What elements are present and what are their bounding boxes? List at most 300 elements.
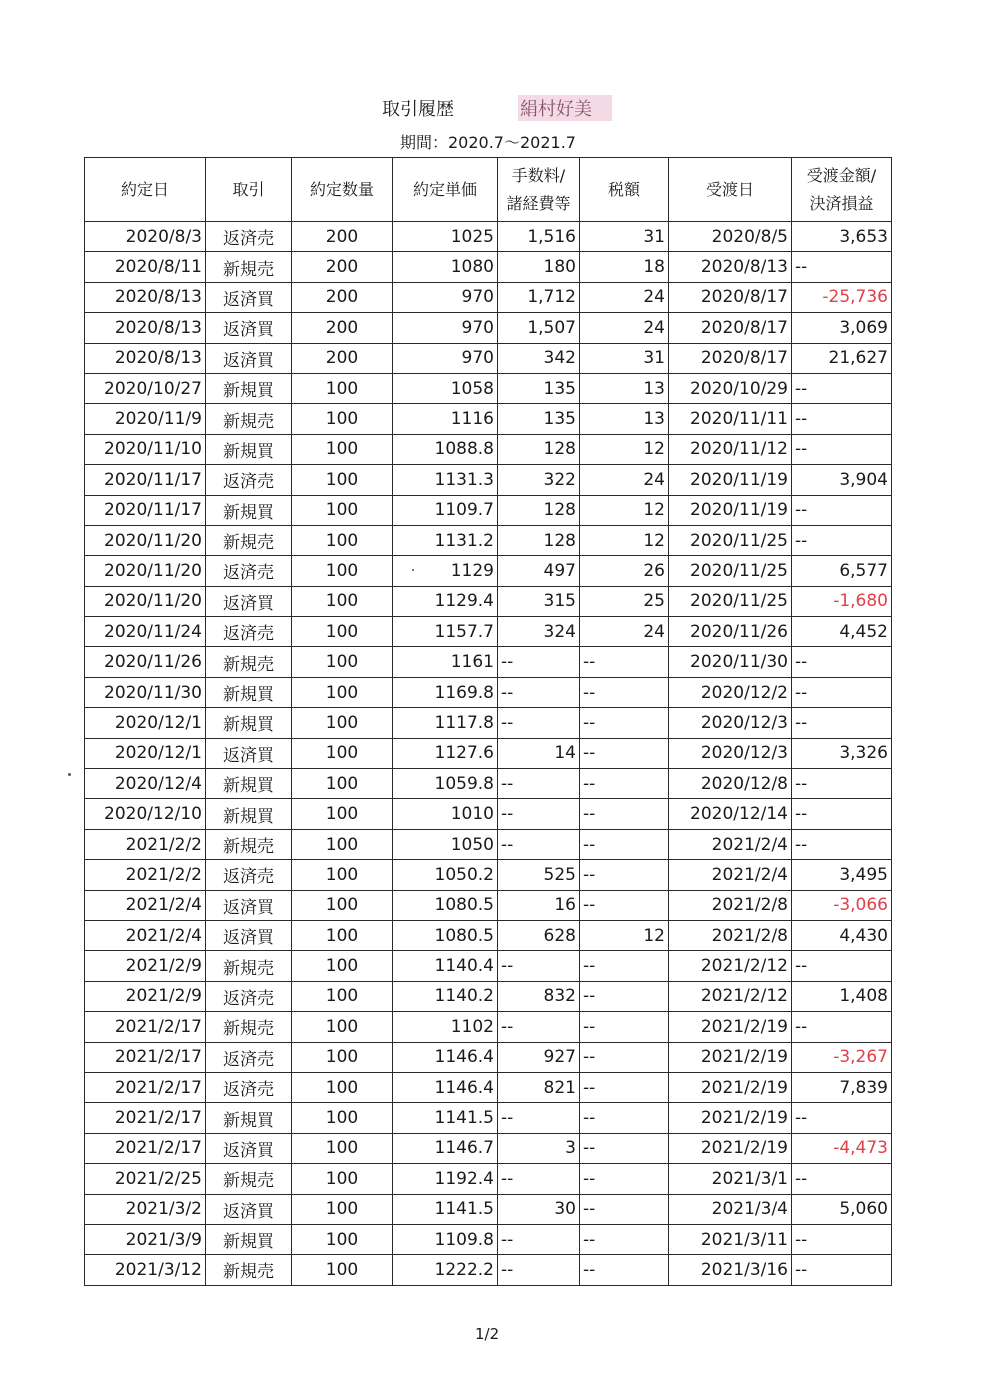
table-cell: 100 [292, 1224, 393, 1254]
table-cell: 2021/2/19 [669, 1042, 792, 1072]
table-cell: 200 [292, 313, 393, 343]
table-row [85, 434, 892, 464]
table-cell: 128 [498, 434, 580, 464]
table-cell: 1,408 [792, 981, 892, 1011]
table-cell: 2020/11/30 [85, 677, 206, 707]
table-row [85, 920, 892, 950]
table-cell: 2020/11/20 [85, 525, 206, 555]
table-cell: 100 [292, 981, 393, 1011]
table-cell: 1109.7 [393, 495, 498, 525]
table-cell: 返済売 [206, 981, 292, 1011]
table-cell: 1161 [393, 647, 498, 677]
table-cell: 970 [393, 343, 498, 373]
table-row [85, 404, 892, 434]
table-cell: 1,516 [498, 222, 580, 252]
table-cell: -- [580, 1224, 669, 1254]
table-cell: -- [580, 829, 669, 859]
table-cell: 2020/11/25 [669, 525, 792, 555]
table-cell: 100 [292, 1194, 393, 1224]
table-cell: 12 [580, 495, 669, 525]
table-cell: 3,069 [792, 313, 892, 343]
table-row [85, 738, 892, 768]
table-cell: 1109.8 [393, 1224, 498, 1254]
table-cell: 2021/2/12 [669, 981, 792, 1011]
table-cell: 13 [580, 404, 669, 434]
table-cell: 2020/11/17 [85, 465, 206, 495]
table-cell: -- [580, 769, 669, 799]
table-cell: -- [580, 1255, 669, 1285]
table-cell: -- [498, 829, 580, 859]
table-cell: 2020/12/2 [669, 677, 792, 707]
table-cell: 返済買 [206, 1194, 292, 1224]
table-cell: 返済売 [206, 222, 292, 252]
table-cell: 21,627 [792, 343, 892, 373]
table-cell: 100 [292, 677, 393, 707]
table-cell: 新規買 [206, 373, 292, 403]
table-cell: 324 [498, 617, 580, 647]
table-cell: -- [792, 252, 892, 282]
table-cell: -- [498, 647, 580, 677]
table-cell: 2021/2/19 [669, 1133, 792, 1163]
table-cell: 3,495 [792, 860, 892, 890]
table-cell: -- [580, 647, 669, 677]
table-cell: 497 [498, 556, 580, 586]
table-cell: 1146.4 [393, 1072, 498, 1102]
column-header: 取引 [206, 158, 292, 222]
table-cell: 315 [498, 586, 580, 616]
table-cell: 2021/3/16 [669, 1255, 792, 1285]
table-row [85, 1012, 892, 1042]
page-number: 1/2 [475, 1325, 500, 1343]
table-cell: 628 [498, 920, 580, 950]
table-cell: 返済売 [206, 556, 292, 586]
table-cell: 1192.4 [393, 1164, 498, 1194]
table-cell: 12 [580, 434, 669, 464]
table-cell: -- [580, 1072, 669, 1102]
column-header: 受渡金額/ 決済損益 [792, 158, 892, 222]
table-cell: 1050.2 [393, 860, 498, 890]
table-cell: 200 [292, 252, 393, 282]
table-cell: -- [498, 1255, 580, 1285]
table-cell: -- [580, 860, 669, 890]
table-cell: -- [792, 1255, 892, 1285]
table-cell: 100 [292, 708, 393, 738]
table-cell: 200 [292, 282, 393, 312]
table-cell: 31 [580, 222, 669, 252]
table-cell: -- [580, 677, 669, 707]
table-cell: 返済売 [206, 465, 292, 495]
table-row [85, 282, 892, 312]
table-cell: 342 [498, 343, 580, 373]
table-row [85, 222, 892, 252]
column-header: 約定数量 [292, 158, 393, 222]
table-row [85, 465, 892, 495]
table-row [85, 525, 892, 555]
table-cell: -3,066 [792, 890, 892, 920]
table-cell: 2021/2/4 [85, 890, 206, 920]
table-cell: 2021/2/12 [669, 951, 792, 981]
table-cell: 2020/8/17 [669, 313, 792, 343]
table-cell: 2021/3/11 [669, 1224, 792, 1254]
table-cell: 新規買 [206, 769, 292, 799]
column-header: 手数料/ 諸経費等 [498, 158, 580, 222]
table-cell: -- [498, 799, 580, 829]
document-title: 取引履歴 [382, 99, 454, 120]
table-cell: 2021/3/2 [85, 1194, 206, 1224]
table-cell: -- [580, 1164, 669, 1194]
table-cell: 100 [292, 525, 393, 555]
table-row [85, 495, 892, 525]
table-cell: 2020/12/10 [85, 799, 206, 829]
table-cell: 1140.2 [393, 981, 498, 1011]
table-cell: 返済買 [206, 920, 292, 950]
table-cell: 新規売 [206, 829, 292, 859]
table-cell: 100 [292, 617, 393, 647]
table-cell: 4,430 [792, 920, 892, 950]
table-row [85, 981, 892, 1011]
table-cell: 2021/2/2 [85, 829, 206, 859]
table-cell: 2021/2/25 [85, 1164, 206, 1194]
table-cell: 2021/2/9 [85, 981, 206, 1011]
table-cell: 3,904 [792, 465, 892, 495]
table-cell: 2020/8/17 [669, 282, 792, 312]
table-row [85, 1133, 892, 1163]
table-cell: 新規買 [206, 434, 292, 464]
table-cell: 100 [292, 1072, 393, 1102]
table-cell: 100 [292, 495, 393, 525]
table-cell: 3,653 [792, 222, 892, 252]
table-cell: -- [580, 951, 669, 981]
table-cell: 100 [292, 556, 393, 586]
table-cell: 30 [498, 1194, 580, 1224]
table-cell: -- [792, 373, 892, 403]
table-cell: -- [580, 799, 669, 829]
table-cell: -- [792, 404, 892, 434]
table-cell: 2020/11/26 [669, 617, 792, 647]
table-cell: 新規売 [206, 647, 292, 677]
table-cell: -- [580, 890, 669, 920]
table-header-row [85, 158, 892, 222]
table-row [85, 1072, 892, 1102]
table-cell: -- [580, 1012, 669, 1042]
table-row [85, 1103, 892, 1133]
table-cell: 返済買 [206, 586, 292, 616]
table-cell: -25,736 [792, 282, 892, 312]
table-cell: 2020/12/8 [669, 769, 792, 799]
table-cell: 100 [292, 647, 393, 677]
table-cell: 100 [292, 1103, 393, 1133]
table-cell: 新規買 [206, 677, 292, 707]
table-cell: 1131.2 [393, 525, 498, 555]
table-cell: 新規売 [206, 1012, 292, 1042]
table-cell: 100 [292, 799, 393, 829]
table-cell: -- [792, 1224, 892, 1254]
table-cell: 100 [292, 829, 393, 859]
table-row [85, 708, 892, 738]
table-cell: 1169.8 [393, 677, 498, 707]
table-cell: 2020/8/5 [669, 222, 792, 252]
table-cell: 2020/11/25 [669, 556, 792, 586]
table-cell: -- [580, 1133, 669, 1163]
table-cell: 1025 [393, 222, 498, 252]
table-cell: 新規売 [206, 404, 292, 434]
table-cell: 16 [498, 890, 580, 920]
table-cell: 100 [292, 1255, 393, 1285]
table-cell: 2021/2/19 [669, 1103, 792, 1133]
table-body [85, 222, 892, 1286]
table-cell: 2021/2/2 [85, 860, 206, 890]
table-cell: -- [580, 738, 669, 768]
table-cell: 5,060 [792, 1194, 892, 1224]
account-holder-name: 絹村好美 [518, 95, 612, 121]
table-cell: 新規売 [206, 252, 292, 282]
table-cell: 2020/10/29 [669, 373, 792, 403]
table-cell: 2020/12/1 [85, 738, 206, 768]
table-row [85, 1224, 892, 1254]
table-cell: 1102 [393, 1012, 498, 1042]
table-cell: -4,473 [792, 1133, 892, 1163]
table-cell: 1059.8 [393, 769, 498, 799]
table-row [85, 1164, 892, 1194]
table-cell: 100 [292, 951, 393, 981]
table-cell: 1146.4 [393, 1042, 498, 1072]
table-cell: 128 [498, 495, 580, 525]
table-cell: 2020/12/14 [669, 799, 792, 829]
table-cell: 2020/12/4 [85, 769, 206, 799]
table-cell: -- [792, 525, 892, 555]
table-cell: 1080.5 [393, 890, 498, 920]
table-cell: 返済売 [206, 617, 292, 647]
table-cell: 2020/8/13 [85, 343, 206, 373]
table-row [85, 860, 892, 890]
table-cell: -- [792, 708, 892, 738]
table-cell: 返済売 [206, 1072, 292, 1102]
table-cell: -- [498, 708, 580, 738]
table-cell: -- [498, 1164, 580, 1194]
table-cell: 24 [580, 617, 669, 647]
table-cell: 100 [292, 1164, 393, 1194]
table-cell: -- [792, 1164, 892, 1194]
table-cell: 2021/2/4 [669, 829, 792, 859]
table-cell: 2020/11/20 [85, 556, 206, 586]
table-cell: 2020/11/19 [669, 465, 792, 495]
table-cell: 1127.6 [393, 738, 498, 768]
table-row [85, 343, 892, 373]
table-cell: 12 [580, 920, 669, 950]
table-cell: -- [792, 1012, 892, 1042]
table-cell: 100 [292, 434, 393, 464]
table-cell: 970 [393, 313, 498, 343]
table-cell: 2020/12/3 [669, 738, 792, 768]
table-cell: 1116 [393, 404, 498, 434]
table-cell: 821 [498, 1072, 580, 1102]
table-row [85, 1255, 892, 1285]
scan-speck [412, 569, 414, 571]
table-cell: 100 [292, 890, 393, 920]
table-cell: 2020/8/13 [85, 282, 206, 312]
table-cell: 100 [292, 1012, 393, 1042]
scan-speck [68, 773, 71, 776]
table-cell: 2021/2/4 [85, 920, 206, 950]
table-cell: -- [792, 1103, 892, 1133]
table-cell: 100 [292, 920, 393, 950]
column-header: 約定単価 [393, 158, 498, 222]
table-cell: 1157.7 [393, 617, 498, 647]
table-cell: 2021/2/17 [85, 1103, 206, 1133]
table-row [85, 799, 892, 829]
table-cell: 100 [292, 1133, 393, 1163]
table-cell: 1129.4 [393, 586, 498, 616]
table-cell: 200 [292, 222, 393, 252]
table-cell: 7,839 [792, 1072, 892, 1102]
table-cell: 2021/2/17 [85, 1133, 206, 1163]
trade-history-table [84, 157, 892, 1286]
table-cell: 322 [498, 465, 580, 495]
table-cell: 180 [498, 252, 580, 282]
table-row [85, 586, 892, 616]
table-cell: -- [580, 981, 669, 1011]
table-cell: 1050 [393, 829, 498, 859]
table-cell: 1141.5 [393, 1103, 498, 1133]
table-cell: 100 [292, 1042, 393, 1072]
table-cell: 100 [292, 769, 393, 799]
table-cell: 1080.5 [393, 920, 498, 950]
table-cell: 24 [580, 282, 669, 312]
table-cell: 2020/8/17 [669, 343, 792, 373]
table-cell: 100 [292, 860, 393, 890]
table-cell: 返済買 [206, 313, 292, 343]
table-cell: 2021/2/8 [669, 890, 792, 920]
column-header: 受渡日 [669, 158, 792, 222]
table-cell: 2020/8/3 [85, 222, 206, 252]
table-cell: 2021/2/17 [85, 1042, 206, 1072]
table-cell: 2021/2/19 [669, 1012, 792, 1042]
column-header: 税額 [580, 158, 669, 222]
table-cell: -- [580, 1042, 669, 1072]
table-cell: 新規買 [206, 708, 292, 738]
table-cell: 1117.8 [393, 708, 498, 738]
table-cell: 新規売 [206, 951, 292, 981]
table-cell: 128 [498, 525, 580, 555]
table-row [85, 677, 892, 707]
table-cell: -- [792, 799, 892, 829]
table-cell: -- [580, 708, 669, 738]
table-row [85, 647, 892, 677]
table-cell: -- [498, 951, 580, 981]
table-cell: 1140.4 [393, 951, 498, 981]
table-row [85, 829, 892, 859]
table-cell: 1088.8 [393, 434, 498, 464]
table-cell: 24 [580, 465, 669, 495]
table-row [85, 769, 892, 799]
table-cell: 2021/2/17 [85, 1072, 206, 1102]
table-cell: -- [498, 677, 580, 707]
table-cell: 2020/10/27 [85, 373, 206, 403]
table-cell: 2021/2/8 [669, 920, 792, 950]
table-cell: 31 [580, 343, 669, 373]
table-cell: 2020/11/25 [669, 586, 792, 616]
table-cell: 2021/3/1 [669, 1164, 792, 1194]
table-cell: 1146.7 [393, 1133, 498, 1163]
table-cell: 970 [393, 282, 498, 312]
table-cell: 100 [292, 404, 393, 434]
table-cell: 2020/12/1 [85, 708, 206, 738]
table-cell: 1,507 [498, 313, 580, 343]
table-cell: -- [792, 769, 892, 799]
table-cell: 新規買 [206, 1224, 292, 1254]
table-cell: 100 [292, 465, 393, 495]
table-cell: -- [792, 434, 892, 464]
table-cell: 新規売 [206, 1164, 292, 1194]
table-cell: 返済買 [206, 738, 292, 768]
table-cell: 2021/2/4 [669, 860, 792, 890]
table-cell: 100 [292, 586, 393, 616]
table-row [85, 951, 892, 981]
table-cell: 4,452 [792, 617, 892, 647]
table-cell: -- [792, 951, 892, 981]
table-cell: 2020/8/11 [85, 252, 206, 282]
table-cell: 2020/11/30 [669, 647, 792, 677]
table-cell: 13 [580, 373, 669, 403]
table-cell: 返済買 [206, 1133, 292, 1163]
table-cell: 2020/11/17 [85, 495, 206, 525]
table-cell: 2020/8/13 [669, 252, 792, 282]
table-cell: 2020/11/26 [85, 647, 206, 677]
table-cell: 返済売 [206, 860, 292, 890]
period-label: 期間：2020.7〜2021.7 [400, 133, 576, 152]
table-cell: 2020/11/20 [85, 586, 206, 616]
table-cell: 1058 [393, 373, 498, 403]
table-row [85, 373, 892, 403]
table-cell: -- [498, 1012, 580, 1042]
table-cell: 135 [498, 373, 580, 403]
table-cell: -- [580, 1194, 669, 1224]
table-cell: 2021/2/19 [669, 1072, 792, 1102]
table-cell: 1129 [393, 556, 498, 586]
table-row [85, 617, 892, 647]
table-cell: 新規売 [206, 525, 292, 555]
table-cell: 2021/2/9 [85, 951, 206, 981]
table-cell: 25 [580, 586, 669, 616]
header [0, 95, 990, 123]
table-cell: 1131.3 [393, 465, 498, 495]
table-cell: 2020/11/10 [85, 434, 206, 464]
table-cell: 927 [498, 1042, 580, 1072]
table-cell: 2020/12/3 [669, 708, 792, 738]
table-cell: 26 [580, 556, 669, 586]
table-cell: 2020/11/24 [85, 617, 206, 647]
table-cell: 新規買 [206, 495, 292, 525]
table-cell: 2021/3/12 [85, 1255, 206, 1285]
table-cell: 2021/3/4 [669, 1194, 792, 1224]
table-cell: -- [792, 829, 892, 859]
table-cell: 新規売 [206, 1255, 292, 1285]
table-cell: 24 [580, 313, 669, 343]
table-row [85, 556, 892, 586]
table-cell: 新規買 [206, 1103, 292, 1133]
table-row [85, 252, 892, 282]
table-cell: 3 [498, 1133, 580, 1163]
table-cell: -- [792, 495, 892, 525]
table-cell: 12 [580, 525, 669, 555]
table-cell: 2021/2/17 [85, 1012, 206, 1042]
table-cell: 1141.5 [393, 1194, 498, 1224]
table-cell: 2020/11/9 [85, 404, 206, 434]
table-cell: 100 [292, 738, 393, 768]
table-cell: -- [498, 1103, 580, 1133]
table-cell: 14 [498, 738, 580, 768]
table-cell: 1010 [393, 799, 498, 829]
